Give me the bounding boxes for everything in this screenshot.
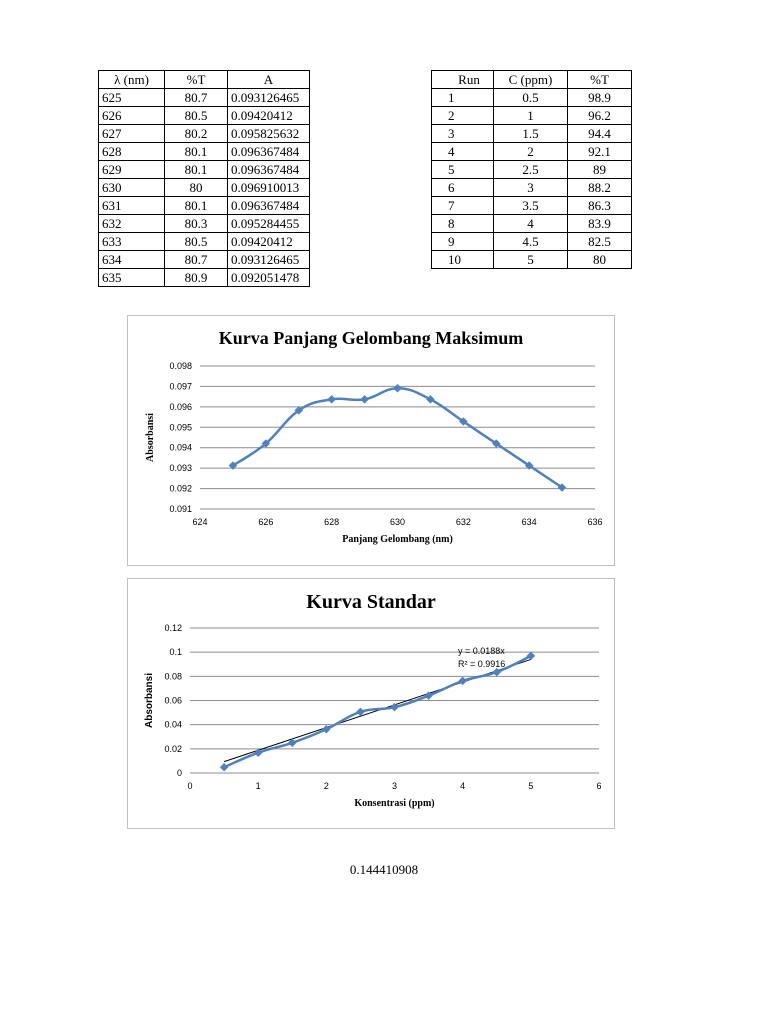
table-cell: 80.9 (165, 269, 228, 287)
wavelength-table (98, 70, 310, 287)
x-tick-label: 2 (323, 781, 329, 791)
table-cell: 0.093126465 (228, 89, 310, 107)
x-tick-label: 3 (391, 781, 398, 791)
y-tick-label: 0.092 (169, 483, 192, 494)
standard-curve-chart-svg (128, 579, 614, 828)
x-axis-label: Panjang Gelombang (nm) (342, 534, 453, 545)
column-header: Run (432, 71, 494, 89)
x-tick-label: 636 (587, 517, 603, 527)
table-row (432, 179, 632, 197)
table-row (99, 269, 310, 287)
y-axis-label: Absorbansi (145, 413, 156, 462)
x-tick-label: 630 (389, 517, 406, 527)
x-axis-label: Konsentrasi (ppm) (354, 798, 435, 809)
x-tick-label: 5 (528, 781, 534, 791)
chart-title: Kurva Panjang Gelombang Maksimum (218, 328, 524, 348)
table-cell: 627 (99, 125, 165, 143)
table-cell: 4 (432, 143, 494, 161)
y-tick-label: 0.095 (169, 422, 192, 433)
table-cell: 1 (494, 107, 568, 125)
table-row (432, 161, 632, 179)
y-tick-label: 0.12 (164, 623, 182, 633)
x-tick-label: 1 (255, 781, 261, 791)
y-tick-label: 0.08 (164, 671, 182, 682)
y-axis-label: Absorbansi (144, 672, 155, 729)
table-cell: 0.093126465 (228, 251, 310, 269)
table-row (432, 107, 632, 125)
table-cell: 96.2 (568, 107, 632, 125)
y-tick-label: 0.04 (164, 719, 182, 730)
table-cell: 0.09420412 (228, 233, 310, 251)
table-cell: 6 (432, 179, 494, 197)
y-tick-label: 0.098 (169, 361, 192, 371)
data-point (527, 652, 535, 660)
table-cell: 80.3 (165, 215, 228, 233)
y-tick-label: 0.06 (164, 695, 182, 706)
table-cell: 3 (432, 125, 494, 143)
table-row (432, 143, 632, 161)
table-cell: 3 (494, 179, 568, 197)
y-tick-label: 0 (176, 768, 182, 778)
table-cell: 4 (494, 215, 568, 233)
data-point (459, 677, 467, 685)
table-cell: 80.5 (165, 107, 228, 125)
table-cell: 80.2 (165, 125, 228, 143)
column-header: C (ppm) (494, 71, 568, 89)
table-row (432, 197, 632, 215)
table-row (432, 251, 632, 269)
x-tick-label: 6 (596, 781, 602, 791)
table-row (99, 233, 310, 251)
column-header: %T (165, 71, 228, 89)
table-cell: 80.7 (165, 251, 228, 269)
data-point (220, 763, 228, 771)
x-tick-label: 624 (192, 517, 208, 527)
data-point (361, 395, 369, 403)
table-cell: 0.095284455 (228, 215, 310, 233)
data-point (356, 708, 364, 716)
table-cell: 0.09420412 (228, 107, 310, 125)
table-cell: 80.1 (165, 197, 228, 215)
x-tick-label: 626 (258, 517, 274, 527)
series-line (224, 656, 531, 767)
table-cell: 80.1 (165, 143, 228, 161)
table-row (99, 161, 310, 179)
table-row (432, 215, 632, 233)
table-cell: 635 (99, 269, 165, 287)
table-cell: 626 (99, 107, 165, 125)
trendline-equation: y = 0.0188x (458, 646, 505, 656)
y-tick-label: 0.1 (169, 647, 182, 658)
table-cell: 86.3 (568, 197, 632, 215)
table-row (99, 89, 310, 107)
max-wavelength-chart (127, 315, 615, 566)
table-cell: 633 (99, 233, 165, 251)
table-cell: 7 (432, 197, 494, 215)
table-cell: 98.9 (568, 89, 632, 107)
table-row (99, 197, 310, 215)
standard-table (431, 70, 632, 269)
y-tick-label: 0.091 (169, 504, 192, 514)
table-cell: 634 (99, 251, 165, 269)
table-cell: 2.5 (494, 161, 568, 179)
table-cell: 632 (99, 215, 165, 233)
footer-value: 0.144410908 (349, 862, 419, 877)
table-cell: 5 (494, 251, 568, 269)
table-cell: 0.096367484 (228, 143, 310, 161)
max-wavelength-chart-svg (128, 316, 614, 565)
table-row (432, 233, 632, 251)
table-cell: 1.5 (494, 125, 568, 143)
table-cell: 80.7 (165, 89, 228, 107)
table-cell: 630 (99, 179, 165, 197)
table-cell: 3.5 (494, 197, 568, 215)
table-row (99, 251, 310, 269)
trendline-r-squared: R² = 0.9916 (458, 659, 506, 669)
table-row (99, 143, 310, 161)
chart-title: Kurva Standar (306, 591, 436, 613)
table-cell: 92.1 (568, 143, 632, 161)
table-cell: 629 (99, 161, 165, 179)
table-cell: 80 (165, 179, 228, 197)
data-point (328, 395, 336, 403)
x-tick-label: 634 (521, 517, 537, 527)
table-cell: 83.9 (568, 215, 632, 233)
table-cell: 0.096367484 (228, 197, 310, 215)
table-cell: 80.5 (165, 233, 228, 251)
table-cell: 0.095825632 (228, 125, 310, 143)
table-row (432, 89, 632, 107)
table-row (432, 125, 632, 143)
table-cell: 0.096910013 (228, 179, 310, 197)
table-cell: 89 (568, 161, 632, 179)
table-row (99, 107, 310, 125)
x-tick-label: 628 (324, 517, 340, 527)
table-cell: 9 (432, 233, 494, 251)
standard-curve-chart (127, 578, 615, 829)
table-cell: 8 (432, 215, 494, 233)
table-cell: 94.4 (568, 125, 632, 143)
y-tick-label: 0.02 (164, 743, 182, 754)
table-cell: 10 (432, 251, 494, 269)
y-tick-label: 0.094 (169, 442, 192, 453)
series-line (233, 388, 562, 487)
y-tick-label: 0.096 (169, 401, 192, 412)
table-cell: 4.5 (494, 233, 568, 251)
y-tick-label: 0.097 (169, 381, 192, 392)
column-header: %T (568, 71, 632, 89)
table-cell: 0.092051478 (228, 269, 310, 287)
table-row (99, 215, 310, 233)
column-header: λ (nm) (99, 71, 165, 89)
table-row (99, 125, 310, 143)
table-cell: 631 (99, 197, 165, 215)
table-cell: 2 (432, 107, 494, 125)
table-cell: 0.096367484 (228, 161, 310, 179)
table-cell: 88.2 (568, 179, 632, 197)
y-tick-label: 0.093 (169, 463, 192, 474)
column-header: A (228, 71, 310, 89)
table-cell: 625 (99, 89, 165, 107)
table-cell: 628 (99, 143, 165, 161)
x-tick-label: 632 (455, 517, 471, 527)
table-cell: 5 (432, 161, 494, 179)
table-cell: 82.5 (568, 233, 632, 251)
x-tick-label: 4 (460, 781, 466, 791)
table-cell: 80 (568, 251, 632, 269)
data-point (254, 749, 262, 757)
data-point (394, 384, 402, 392)
data-point (493, 668, 501, 676)
table-cell: 2 (494, 143, 568, 161)
table-cell: 1 (432, 89, 494, 107)
table-cell: 80.1 (165, 161, 228, 179)
x-tick-label: 0 (187, 781, 193, 791)
table-cell: 0.5 (494, 89, 568, 107)
table-row (99, 179, 310, 197)
